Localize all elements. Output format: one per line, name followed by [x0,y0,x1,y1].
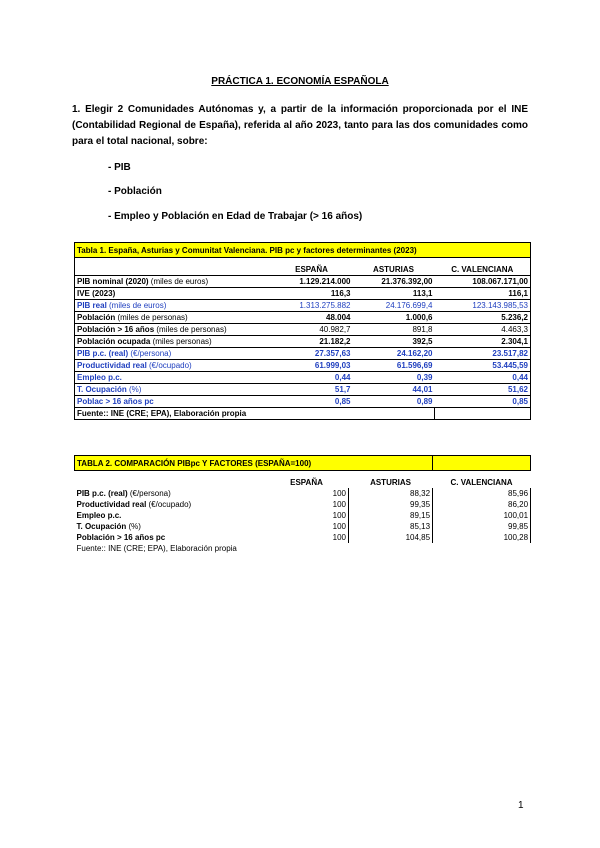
cell-value: 40.982,7 [271,324,353,336]
table-row [75,521,531,532]
cell-value: 0,44 [435,372,531,384]
table-row [75,324,531,336]
row-label-unit: (€/ocupado) [146,500,192,509]
cell-value: 116,3 [271,288,353,300]
row-label [75,360,271,372]
table-2-caption-row [75,456,531,471]
header-valenciana: C. VALENCIANA [451,265,514,274]
cell-value: 0,44 [271,372,353,384]
row-label-text: PIB real [77,301,107,310]
cell-value: 61.596,69 [353,360,435,372]
table-2-source: Fuente:: INE (CRE; EPA), Elaboración propia [76,544,237,553]
header-espana: ESPAÑA [290,478,323,487]
header-asturias: ASTURIAS [373,265,414,274]
cell-value: 113,1 [353,288,435,300]
row-label-text: T. Ocupación [76,522,127,531]
table-row [75,312,531,324]
cell-value: 1.000,6 [353,312,435,324]
table-row [75,372,531,384]
header-asturias: ASTURIAS [370,478,411,487]
cell-value: 99,35 [349,499,433,510]
row-label-unit: (€/persona) [127,489,171,498]
cell-value: 21.376.392,00 [353,276,435,288]
table-row [75,499,531,510]
row-label-unit: (miles de personas) [154,325,227,334]
row-label [75,372,271,384]
cell-value: 5.236,2 [435,312,531,324]
row-label-unit: (%) [126,385,142,394]
header-blank [75,477,265,488]
cell-value: 44,01 [353,384,435,396]
table-row [75,384,531,396]
cell-value: 99,85 [433,521,531,532]
cell-value: 0,89 [353,396,435,408]
table-2 [74,455,531,554]
row-label-unit: (miles personas) [150,337,212,346]
cell-value: 116,1 [435,288,531,300]
row-label [75,488,265,499]
cell-value: 23.517,82 [435,348,531,360]
table-1 [74,242,531,420]
header-espana: ESPAÑA [295,265,328,274]
cell-value: 100,28 [433,532,531,543]
row-label-unit: (€/ocupado) [146,361,192,370]
row-label [75,532,265,543]
row-label [75,348,271,360]
bullet-poblacion: - Población [108,186,162,197]
table-row [75,300,531,312]
row-label [75,396,271,408]
table-row [75,396,531,408]
cell-value: 123.143.985,53 [435,300,531,312]
table-row [75,488,531,499]
source-blank [435,408,531,420]
cell-value: 100 [265,532,349,543]
row-label-text: IVE (2023) [77,289,116,298]
cell-value: 104,85 [349,532,433,543]
bullet-empleo: - Empleo y Población en Edad de Trabajar (> 16 años) [108,211,363,222]
cell-value: 0,85 [271,396,353,408]
row-label-text: Población ocupada [77,337,151,346]
table-2-caption: TABLA 2. COMPARACIÓN PIBpc Y FACTORES (ESPAÑA=100) [75,456,433,471]
row-label-text: Población > 16 años pc [76,533,166,542]
table-row [75,360,531,372]
row-label-text: Poblac > 16 años pc [77,397,154,406]
row-label [75,336,271,348]
cell-value: 53.445,59 [435,360,531,372]
table-1-source-row [75,408,531,420]
row-label-text: T. Ocupación [77,385,127,394]
row-label [75,521,265,532]
table-row [75,276,531,288]
row-label [75,499,265,510]
table-2-source-row [75,543,531,554]
row-label-text: Productividad real [77,361,147,370]
cell-value: 21.182,2 [271,336,353,348]
row-label [75,276,271,288]
table-1-header-row [75,264,531,276]
row-label-text: Empleo p.c. [77,373,122,382]
header-valenciana: C. VALENCIANA [450,478,513,487]
cell-value: 61.999,03 [271,360,353,372]
cell-value: 88,32 [349,488,433,499]
row-label-text: Productividad real [76,500,147,509]
bullet-pib: - PIB [108,162,131,173]
row-label-text: PIB nominal (2020) [77,277,149,286]
cell-value: 24.162,20 [353,348,435,360]
row-label-unit: (miles de personas) [115,313,188,322]
row-label-text: Empleo p.c. [76,511,122,520]
table-1-caption-row [75,243,531,258]
row-label [75,288,271,300]
row-label [75,312,271,324]
table-2-body [75,488,531,543]
table-2-header-row [75,477,531,488]
row-label [75,510,265,521]
row-label [75,384,271,396]
cell-value: 100 [265,488,349,499]
cell-value: 27.357,63 [271,348,353,360]
table-1-caption: Tabla 1. España, Asturias y Comunitat Valenciana. PIB pc y factores determinantes (2023) [75,243,531,258]
row-label-text: PIB p.c. (real) [76,489,128,498]
cell-value: 4.463,3 [435,324,531,336]
row-label-text: PIB p.c. (real) [77,349,129,358]
cell-value: 48.004 [271,312,353,324]
cell-value: 891,8 [353,324,435,336]
caption-blank [433,456,531,471]
cell-value: 51,62 [435,384,531,396]
cell-value: 100 [265,510,349,521]
table-row [75,348,531,360]
cell-value: 89,15 [349,510,433,521]
cell-value: 51,7 [271,384,353,396]
table-row [75,532,531,543]
row-label-unit: (miles de euros) [106,301,167,310]
cell-value: 0,39 [353,372,435,384]
cell-value: 0,85 [435,396,531,408]
table-1-source: Fuente:: INE (CRE; EPA), Elaboración propia [75,408,435,420]
cell-value: 85,96 [433,488,531,499]
cell-value: 392,5 [353,336,435,348]
cell-value: 86,20 [433,499,531,510]
cell-value: 108.067.171,00 [435,276,531,288]
table-row [75,288,531,300]
row-label-text: Población [77,313,116,322]
row-label-text: Población > 16 años [77,325,155,334]
cell-value: 24.176.699,4 [353,300,435,312]
cell-value: 100,01 [433,510,531,521]
row-label-unit: (%) [126,522,141,531]
source-blank [433,543,531,554]
cell-value: 85,13 [349,521,433,532]
cell-value: 100 [265,521,349,532]
table-1-body [75,276,531,408]
page-number: 1 [518,800,524,811]
page-title: PRÁCTICA 1. ECONOMÍA ESPAÑOLA [211,76,389,87]
table-row [75,510,531,521]
row-label [75,324,271,336]
cell-value: 100 [265,499,349,510]
row-label-unit: (€/persona) [128,349,172,358]
row-label-unit: (miles de euros) [148,277,209,286]
cell-value: 2.304,1 [435,336,531,348]
intro-paragraph: 1. Elegir 2 Comunidades Autónomas y, a partir de la información proporcionada por el INE (Contabilidad Regional de España), referida al año 2023, tanto para las dos comunidades como para el total nacional, sobre: [72,104,528,147]
header-blank [75,264,271,276]
table-row [75,336,531,348]
cell-value: 1.129.214.000 [271,276,353,288]
cell-value: 1.313.275.882 [271,300,353,312]
row-label [75,300,271,312]
